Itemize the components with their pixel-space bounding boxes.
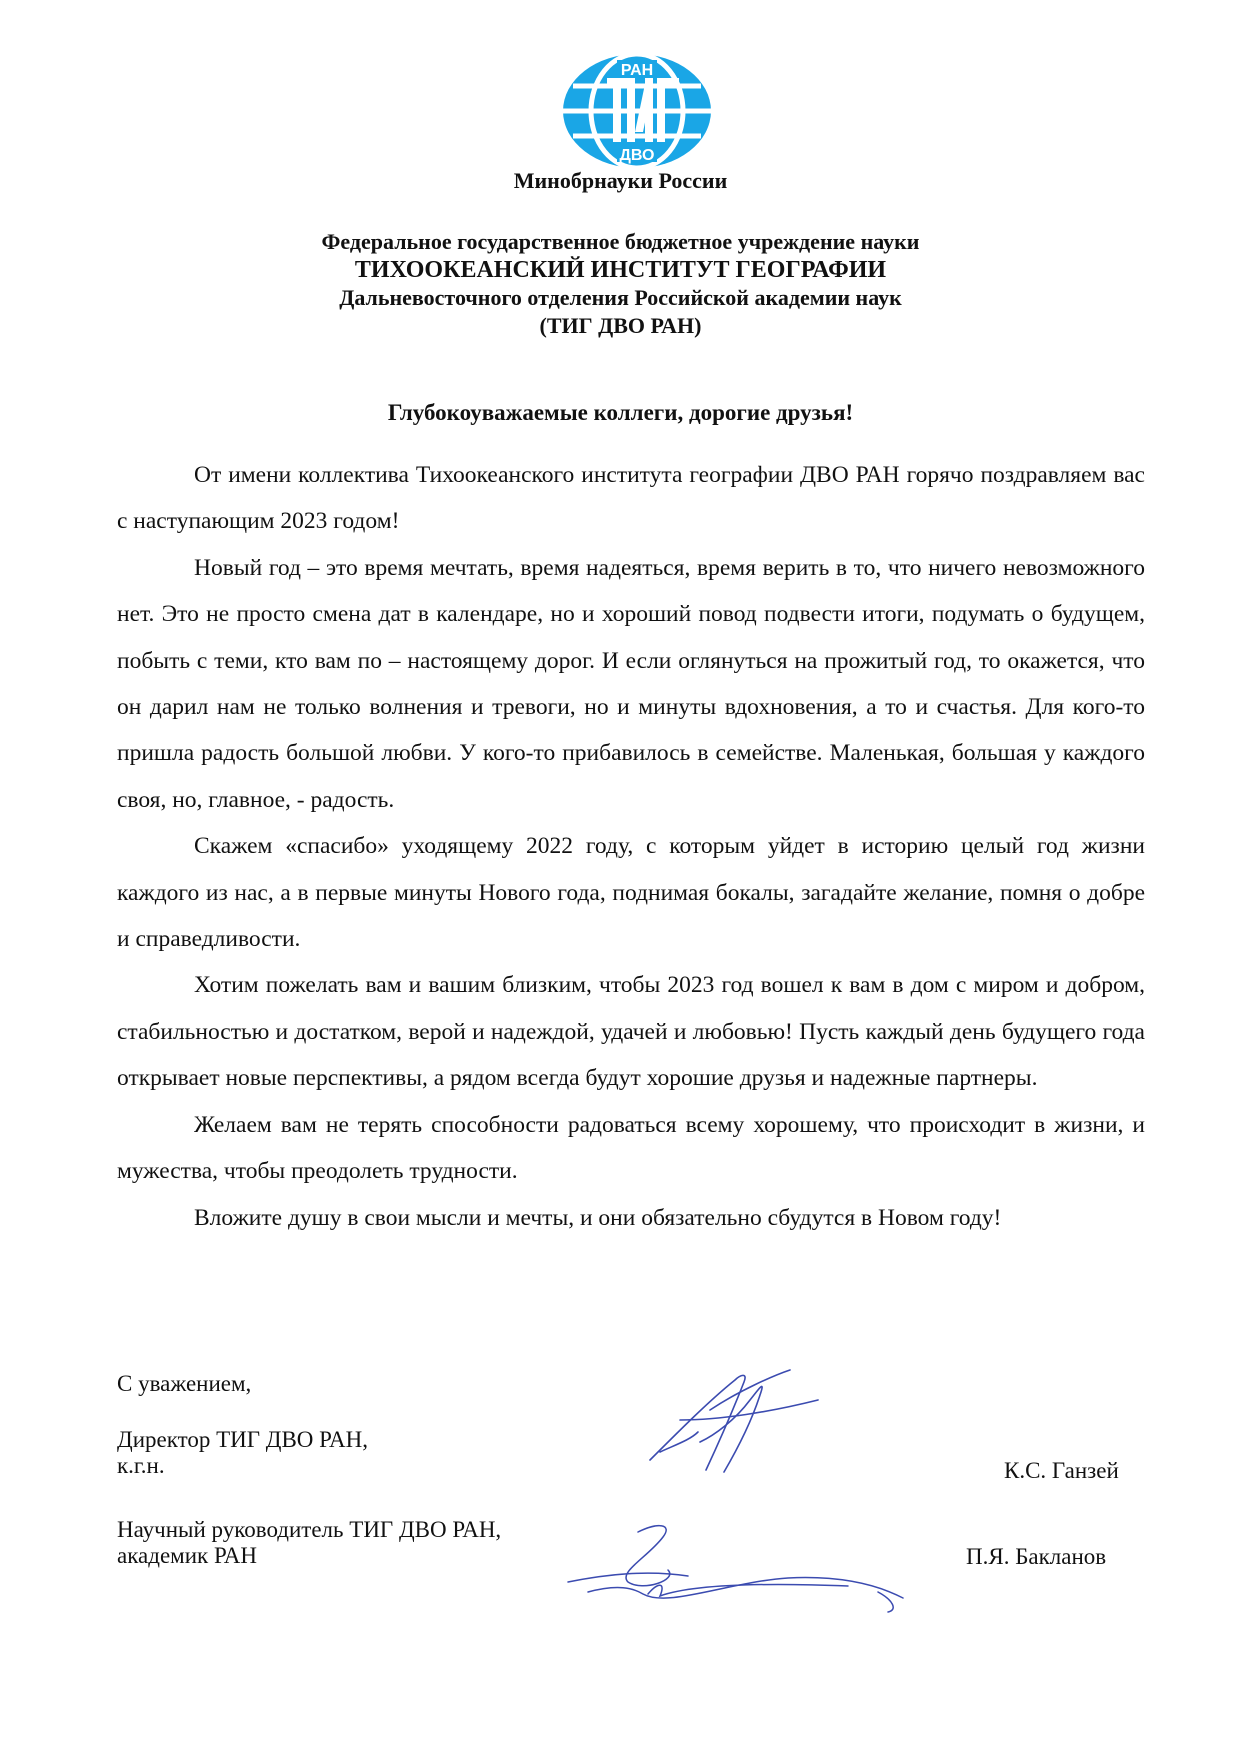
paragraph-2: Новый год – это время мечтать, время надеяться, время верить в то, что ничего невозможного нет. Это не просто смена дат в календаре, но и хороший повод подвести итоги, подумать о будущем, побыть с теми, кто вам по – настоящему дорог. И если оглянуться на прожитый год, то окажется, что он дарил нам не только волнения и тревоги, но и минуты вдохновения, а то и счастья. Для кого-то пришла радость большой любви. У кого-то прибавилось в семействе. Маленькая, большая у каждого своя, но, главное, - радость. [117, 554, 1145, 813]
signature-baklanov-icon [548, 1512, 968, 1632]
closing-regards: С уважением, [117, 1371, 252, 1396]
director-title: Директор ТИГ ДВО РАН, [117, 1427, 368, 1452]
paragraph-3: Скажем «спасибо» уходящему 2022 году, с которым уйдет в историю целый год жизни каждого из нас, а в первые минуты Нового года, поднимая бокалы, загадайте желание, помня о добре и справедливости. [117, 833, 1145, 953]
org-line-1: Федеральное государственное бюджетное учреждение науки [321, 229, 920, 254]
director-name: К.С. Ганзей [1004, 1458, 1119, 1483]
scientific-director-block [117, 1517, 501, 1569]
paragraph-4: Хотим пожелать вам и вашим близким, чтобы 2023 год вошел к вам в дом с миром и добром, стабильностью и достатком, верой и надеждой, удачей и любовью! Пусть каждый день будущего года открывает новые перспективы, а рядом всегда будут хорошие друзья и надежные партнеры. [117, 972, 1145, 1092]
logo-bottom-text: ДВО [619, 147, 655, 164]
scientific-rank: академик РАН [117, 1543, 258, 1568]
director-degree: к.г.н. [117, 1453, 165, 1478]
signature-ganzei-icon [640, 1360, 820, 1480]
org-line-2: ТИХООКЕАНСКИЙ ИНСТИТУТ ГЕОГРАФИИ [354, 257, 887, 283]
institute-logo-icon [561, 52, 713, 170]
letter-greeting: Глубокоуважаемые коллеги, дорогие друзья! [387, 400, 854, 425]
paragraph-1: От имени коллектива Тихоокеанского института географии ДВО РАН горячо поздравляем вас с наступающим 2023 годом! [117, 462, 1145, 535]
scientific-director-name: П.Я. Бакланов [966, 1544, 1107, 1569]
organization-header [0, 228, 1241, 340]
ministry-name: Минобрнауки России [513, 168, 728, 193]
org-line-4: (ТИГ ДВО РАН) [539, 313, 702, 338]
org-line-3: Дальневосточного отделения Российской академии наук [339, 285, 902, 310]
paragraph-6: Вложите душу в свои мысли и мечты, и они обязательно сбудутся в Новом году! [194, 1204, 1002, 1231]
letter-body [117, 452, 1145, 1241]
scientific-title: Научный руководитель ТИГ ДВО РАН, [117, 1517, 502, 1542]
director-block [117, 1427, 368, 1479]
logo-top-text: РАН [620, 62, 654, 79]
paragraph-5: Желаем вам не терять способности радоваться всему хорошему, что происходит в жизни, и мужества, чтобы преодолеть трудности. [117, 1111, 1145, 1185]
